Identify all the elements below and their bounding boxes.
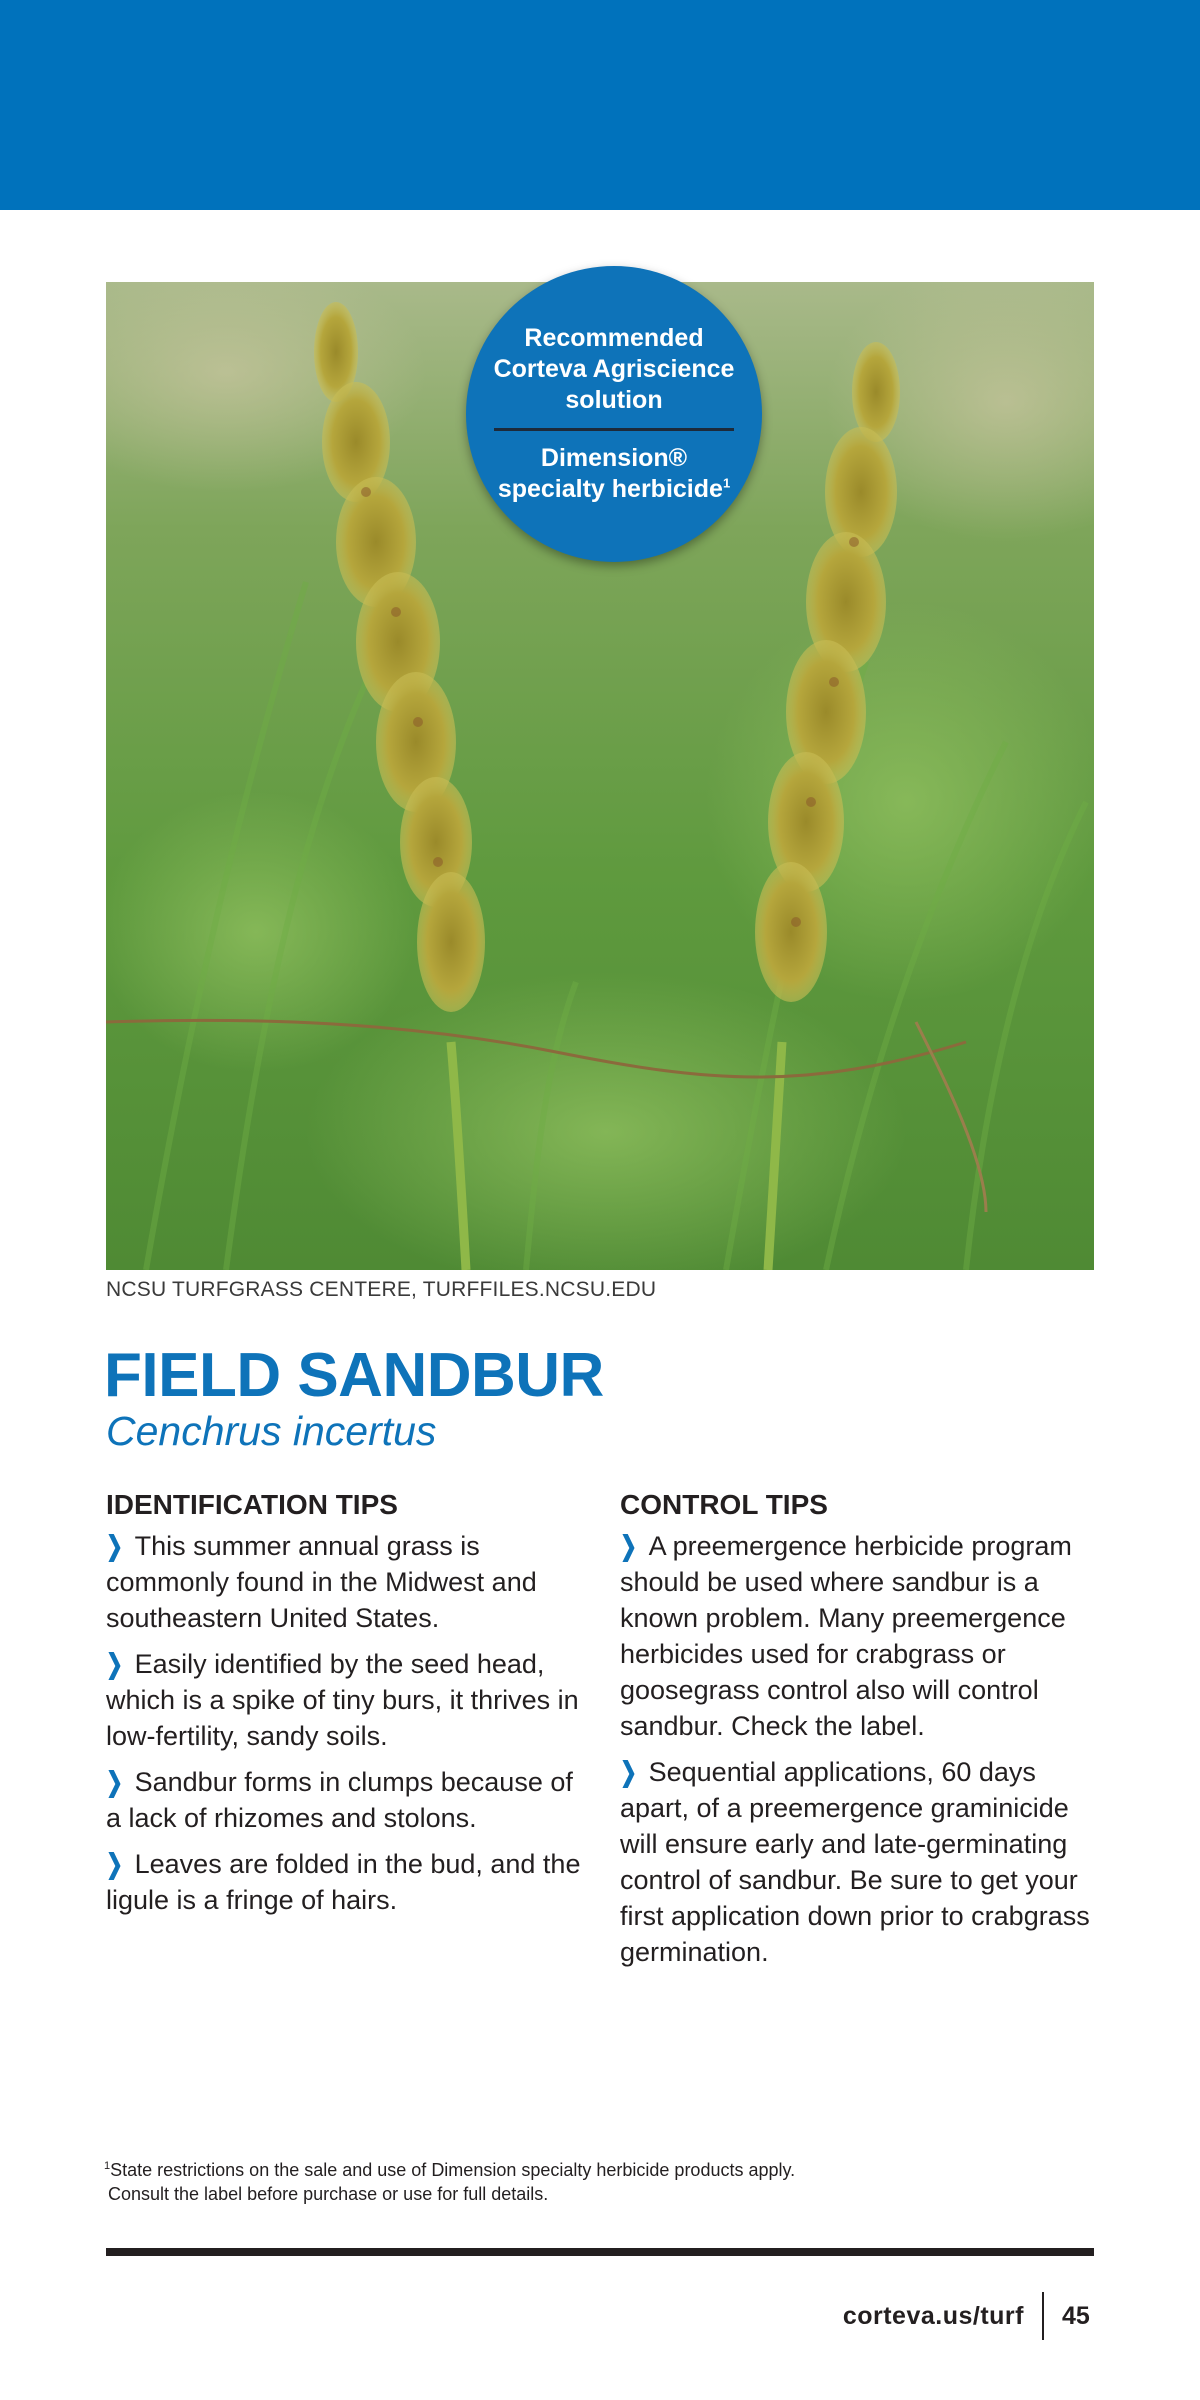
page-title: FIELD SANDBUR [104,1341,604,1410]
chevron-right-icon: ❯ [620,1531,637,1561]
footer-separator [1042,2292,1044,2340]
footer-divider [106,2248,1094,2256]
list-item [620,1528,1100,1744]
tip-text: A preemergence herbicide program should be used where sandbur is a known problem. Many preemergence herbicides used for crabgrass or goosegrass control also will control sandbur. Check the label. [620,1531,1072,1741]
chevron-right-icon: ❯ [106,1531,123,1561]
badge-footnote-mark: 1 [722,475,731,491]
chevron-right-icon: ❯ [106,1649,123,1679]
control-tips-heading: CONTROL TIPS [620,1489,828,1520]
control-tips-section [620,1486,1100,1980]
chevron-right-icon: ❯ [620,1757,637,1787]
scientific-name: Cenchrus incertus [106,1408,437,1454]
tip-text: Sandbur forms in clumps because of a lack of rhizomes and stolons. [106,1767,573,1833]
footnote-mark: 1 [104,2160,111,2172]
list-item [106,1846,586,1918]
footnote [104,2154,795,2206]
footnote-text-1: State restrictions on the sale and use of Dimension specialty herbicide products apply. [110,2160,796,2180]
list-item [106,1528,586,1636]
top-color-band [0,0,1200,210]
chevron-right-icon: ❯ [106,1767,123,1797]
tip-text: Sequential applications, 60 days apart, of a preemergence graminicide will ensure early and late-germinating control of sandbur. Be sure to get your first application down prior to crabgrass germination. [620,1757,1090,1967]
photo-credit: NCSU TURFGRASS CENTERE, TURFFILES.NCSU.EDU [106,1278,657,1301]
footnote-line-1 [104,2154,795,2182]
footer-url-link[interactable]: corteva.us/turf [842,2302,1024,2330]
badge-product-name: Dimension® specialty herbicide [497,444,723,503]
footnote-line-2: Consult the label before purchase or use for full details. [108,2184,549,2204]
page-number: 45 [1062,2302,1090,2330]
tip-text: Easily identified by the seed head, which is a spike of tiny burs, it thrives in low-fertility, sandy soils. [106,1649,579,1751]
badge-divider [494,428,734,431]
list-item [620,1754,1100,1970]
identification-tips-section [106,1486,586,1928]
badge-title: Recommended Corteva Agriscience solution [493,324,735,414]
tip-text: This summer annual grass is commonly found in the Midwest and southeastern United States. [106,1531,537,1633]
badge-product [488,443,740,505]
tip-text: Leaves are folded in the bud, and the ligule is a fringe of hairs. [106,1849,581,1915]
list-item [106,1764,586,1836]
list-item [106,1646,586,1754]
recommended-solution-badge [466,266,762,562]
identification-tips-heading: IDENTIFICATION TIPS [106,1489,398,1520]
chevron-right-icon: ❯ [106,1849,123,1879]
